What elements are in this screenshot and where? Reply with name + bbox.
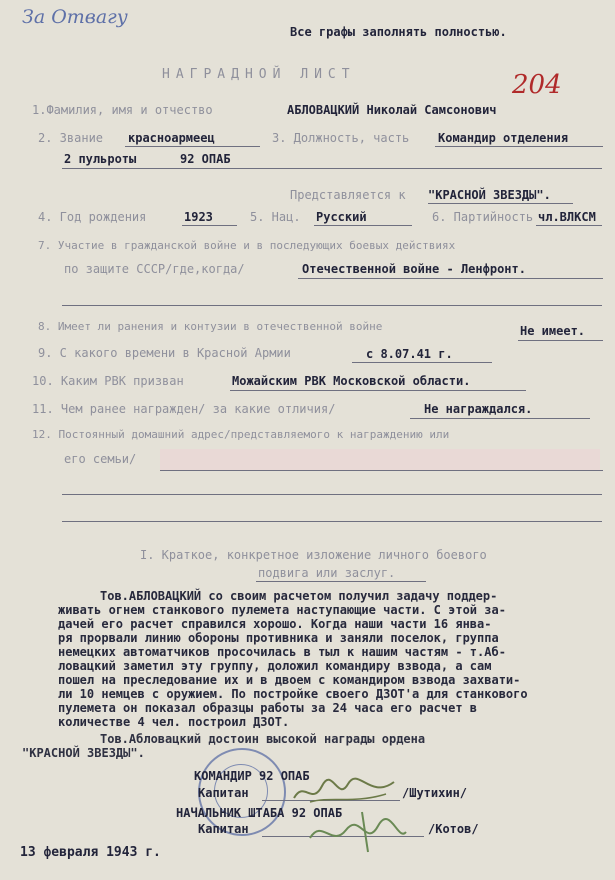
field-9-label: 9. С какого времени в Красной Армии bbox=[38, 346, 291, 360]
document-title: НАГРАДНОЙ ЛИСТ bbox=[162, 67, 356, 82]
document-date: 13 февраля 1943 г. bbox=[20, 845, 161, 860]
field-11-label: 11. Чем ранее награжден/ за какие отличия/ bbox=[32, 402, 336, 416]
field-9-value: с 8.07.41 г. bbox=[366, 347, 453, 361]
field-8-value: Не имеет. bbox=[520, 324, 586, 338]
field-4-value: 1923 bbox=[184, 210, 213, 224]
field-3-value: Командир отделения bbox=[438, 131, 569, 145]
field-1-label: 1.Фамилия, имя и отчество bbox=[32, 103, 213, 117]
chief-of-staff-title: НАЧАЛЬНИК ШТАБА 92 ОПАБ bbox=[176, 806, 343, 820]
field-7-label-2: по защите СССР/где,когда/ bbox=[64, 262, 245, 276]
field-7-underline bbox=[298, 278, 603, 279]
section-heading-2: подвига или заслуг. bbox=[258, 566, 396, 580]
commander-title: КОМАНДИР 92 ОПАБ bbox=[194, 769, 310, 783]
narrative-line: количестве 4 чел. построил ДЗОТ. bbox=[58, 715, 290, 729]
narrative-line: пошел на преследование их и в двоем с командиром взвода захвати- bbox=[58, 673, 521, 687]
chief-signature-icon bbox=[302, 808, 412, 858]
commander-rank: Капитан bbox=[198, 786, 249, 800]
field-6-label: 6. Партийность bbox=[432, 210, 534, 224]
field-12-underline-3 bbox=[62, 521, 602, 522]
field-3-underline bbox=[435, 146, 603, 147]
narrative-line: Тов.АБЛОВАЦКИЙ со своим расчетом получил задачу поддер- bbox=[100, 589, 498, 603]
conclusion-order: "КРАСНОЙ ЗВЕЗДЫ". bbox=[22, 746, 145, 760]
top-instruction: Все графы заполнять полностью. bbox=[290, 25, 507, 39]
field-8-label: 8. Имеет ли ранения и контузии в отечественной войне bbox=[38, 320, 383, 333]
commander-name: /Шутихин/ bbox=[402, 786, 468, 800]
field-9-underline bbox=[352, 362, 492, 363]
narrative-line: живать огнем станкового пулемета наступающие части. С этой за- bbox=[58, 603, 506, 617]
field-3-underline-2 bbox=[62, 168, 602, 169]
field-5-underline bbox=[314, 225, 412, 226]
field-11-underline bbox=[410, 418, 590, 419]
presented-value: "КРАСНОЙ ЗВЕЗДЫ". bbox=[428, 188, 551, 202]
field-2-label: 2. Звание bbox=[38, 131, 104, 145]
field-6-value: чл.ВЛКСМ bbox=[538, 210, 596, 224]
narrative-line: пулемета он показал образцы работы за 24 часа его расчет в bbox=[58, 701, 478, 715]
narrative-line: немецких автоматчиков просочилась в тыл к нашим частям - т.Аб- bbox=[58, 645, 506, 659]
field-5-value: Русский bbox=[316, 210, 367, 224]
field-3-label: 3. Должность, часть bbox=[272, 131, 410, 145]
field-3-value-3: 92 ОПАБ bbox=[180, 152, 231, 166]
field-7-label: 7. Участие в гражданской войне и в последующих боевых действиях bbox=[38, 239, 456, 252]
field-4-underline bbox=[182, 225, 237, 226]
chief-of-staff-name: /Котов/ bbox=[428, 822, 479, 836]
handwritten-award-note: За Отвагу bbox=[22, 6, 128, 28]
section-heading: I. Краткое, конкретное изложение личного боевого bbox=[140, 548, 487, 562]
field-6-underline bbox=[536, 225, 602, 226]
narrative-line: ря прорвали линию обороны противника и заняли поселок, группа bbox=[58, 631, 499, 645]
narrative-line: дачей его расчет справился хорошо. Когда наши части 16 янва- bbox=[58, 617, 492, 631]
field-10-underline bbox=[230, 390, 526, 391]
field-11-value: Не награждался. bbox=[424, 402, 533, 416]
field-2-value: красноармеец bbox=[128, 131, 215, 145]
field-5-label: 5. Нац. bbox=[250, 210, 301, 224]
field-12-underline-2 bbox=[62, 494, 602, 495]
field-1-value: АБЛОВАЦКИЙ Николай Самсонович bbox=[287, 103, 497, 117]
field-2-underline bbox=[125, 146, 260, 147]
chief-of-staff-rank: Капитан bbox=[198, 822, 249, 836]
field-7-underline-2 bbox=[62, 305, 602, 306]
narrative-line: ли 10 немцев с оружием. По постройке своего ДЗОТ'а для станкового bbox=[58, 687, 528, 701]
field-12-label: 12. Постоянный домашний адрес/представляемого к награждению или bbox=[32, 428, 450, 441]
presented-underline bbox=[428, 203, 573, 204]
field-10-value: Можайским РВК Московской области. bbox=[232, 374, 471, 388]
conclusion-line: Тов.Абловацкий достоин высокой награды ордена bbox=[100, 732, 426, 746]
field-10-label: 10. Каким РВК призван bbox=[32, 374, 184, 388]
redacted-address bbox=[160, 449, 600, 471]
section-heading-underline bbox=[256, 581, 426, 582]
field-12-underline bbox=[160, 470, 603, 471]
narrative-line: ловацкий заметил эту группу, доложил командиру взвода, а сам bbox=[58, 659, 492, 673]
presented-label: Представляется к bbox=[290, 188, 406, 202]
field-12-label-2: его семьи/ bbox=[64, 452, 137, 466]
field-4-label: 4. Год рождения bbox=[38, 210, 147, 224]
field-8-underline bbox=[518, 340, 603, 341]
field-7-value: Отечественной войне - Ленфронт. bbox=[302, 262, 526, 276]
field-3-value-2: 2 пульроты bbox=[64, 152, 137, 166]
document-number: 204 bbox=[512, 70, 562, 100]
